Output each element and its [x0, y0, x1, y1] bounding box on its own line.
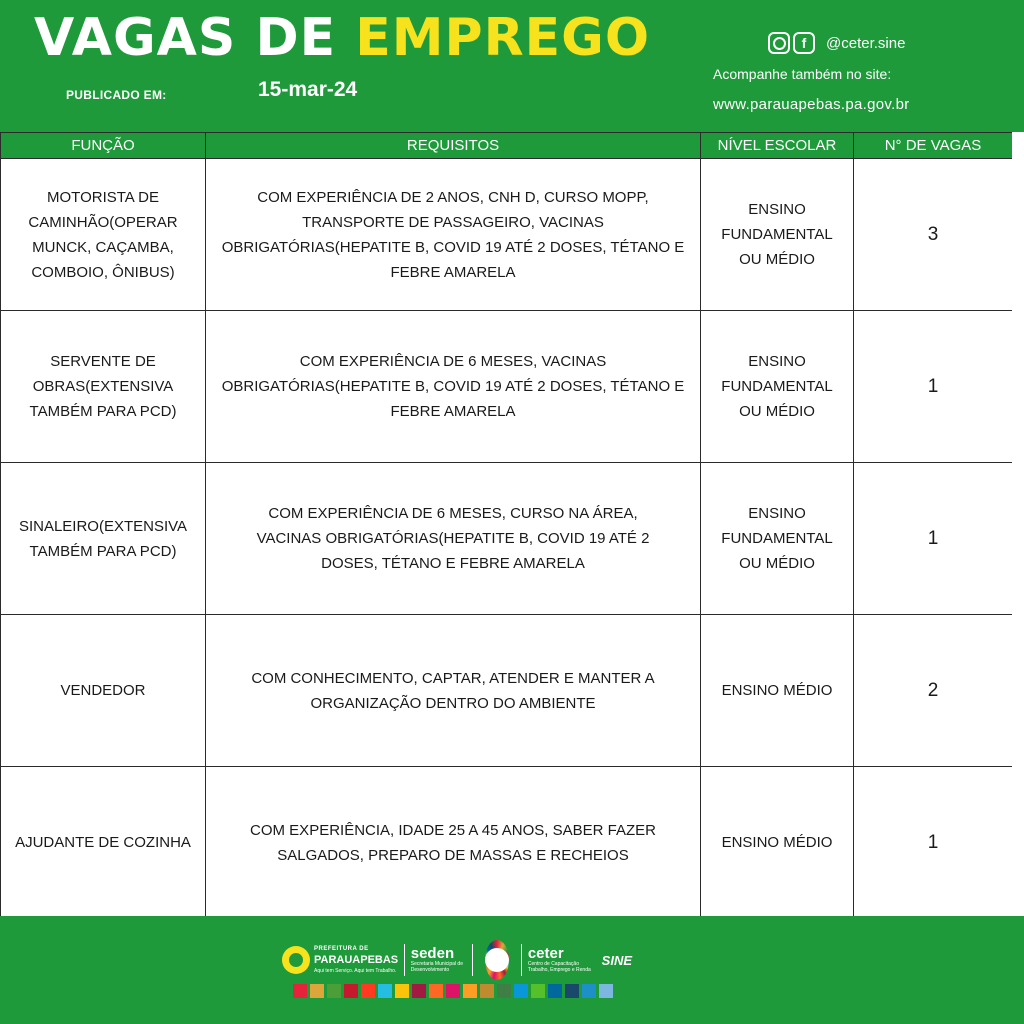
cell-requisitos: COM EXPERIÊNCIA DE 6 MESES, VACINAS OBRIGATÓRIAS(HEPATITE B, COVID 19 ATÉ 2 DOSES, TÉTANO E FEBRE AMARELA	[206, 311, 701, 463]
table-row	[1, 463, 1013, 615]
cell-requisitos: COM EXPERIÊNCIA DE 2 ANOS, CNH D, CURSO MOPP, TRANSPORTE DE PASSAGEIRO, VACINAS OBRIGATÓRIAS(HEPATITE B, COVID 19 ATÉ 2 DOSES, TÉTANO E FEBRE AMARELA	[206, 159, 701, 311]
cell-requisitos: COM EXPERIÊNCIA DE 6 MESES, CURSO NA ÁREA, VACINAS OBRIGATÓRIAS(HEPATITE B, COVID 19 ATÉ 2 DOSES, TÉTANO E FEBRE AMARELA	[206, 463, 701, 615]
cell-vagas: 1	[854, 311, 1013, 463]
social-links	[768, 30, 905, 56]
sdg-goal-icon	[344, 984, 358, 998]
page-title	[34, 8, 650, 68]
published-date: 15-mar-24	[258, 78, 358, 101]
cell-nivel: ENSINO FUNDAMENTAL OU MÉDIO	[701, 463, 854, 615]
sdg-goal-icon	[327, 984, 341, 998]
prefeitura-tagline: Aqui tem Serviço. Aqui tem Trabalho.	[314, 967, 397, 974]
table-row	[1, 767, 1013, 919]
logo-divider	[521, 944, 522, 976]
sdg-icons-row	[293, 984, 613, 1000]
cell-nivel: ENSINO FUNDAMENTAL OU MÉDIO	[701, 159, 854, 311]
cell-funcao: MOTORISTA DE CAMINHÃO(OPERAR MUNCK, CAÇAMBA, COMBOIO, ÔNIBUS)	[1, 159, 206, 311]
prefeitura-small: PREFEITURA DE	[314, 945, 369, 952]
sdg-goal-icon	[446, 984, 460, 998]
cell-nivel: ENSINO MÉDIO	[701, 767, 854, 919]
instagram-icon[interactable]	[768, 32, 790, 54]
sdg-goal-icon	[310, 984, 324, 998]
sdg-goal-icon	[497, 984, 511, 998]
table-row	[1, 311, 1013, 463]
sdg-goal-icon	[463, 984, 477, 998]
desenvolve-ring-icon	[485, 940, 509, 980]
logo-divider	[472, 944, 473, 976]
sdg-goal-icon	[565, 984, 579, 998]
facebook-icon[interactable]: f	[793, 32, 815, 54]
table-row	[1, 615, 1013, 767]
cell-vagas: 1	[854, 767, 1013, 919]
cell-requisitos: COM CONHECIMENTO, CAPTAR, ATENDER E MANTER A ORGANIZAÇÃO DENTRO DO AMBIENTE	[206, 615, 701, 767]
cell-funcao: VENDEDOR	[1, 615, 206, 767]
prefeitura-logo	[282, 944, 398, 977]
column-header-funcao: FUNÇÃO	[1, 133, 206, 159]
seden-name: seden	[410, 945, 455, 962]
column-header-requisitos: REQUISITOS	[206, 133, 701, 159]
prefeitura-name: PARAUAPEBAS	[314, 953, 399, 966]
ceter-logo	[528, 947, 598, 973]
published-label: PUBLICADO EM:	[66, 88, 167, 102]
sdg-goal-icon	[412, 984, 426, 998]
cell-vagas: 2	[854, 615, 1013, 767]
seden-subtitle: Secretaria Municipal de Desenvolvimento	[410, 961, 463, 973]
cell-funcao: SINALEIRO(EXTENSIVA TAMBÉM PARA PCD)	[1, 463, 206, 615]
prefeitura-emblem-icon	[282, 946, 310, 974]
right-margin	[1012, 132, 1024, 916]
column-header-vagas: N° DE VAGAS	[854, 133, 1013, 159]
cell-funcao: AJUDANTE DE COZINHA	[1, 767, 206, 919]
sdg-goal-icon	[582, 984, 596, 998]
header-banner	[0, 0, 1024, 132]
title-part-yellow: EMPREGO	[355, 8, 651, 68]
footer-banner	[0, 916, 1024, 1024]
sdg-goal-icon	[361, 984, 375, 998]
sdg-goal-icon	[548, 984, 562, 998]
sdg-goal-icon	[599, 984, 613, 998]
logo-divider	[404, 944, 405, 976]
follow-text: Acompanhe também no site:	[713, 66, 892, 82]
cell-funcao: SERVENTE DE OBRAS(EXTENSIVA TAMBÉM PARA PCD)	[1, 311, 206, 463]
sdg-goal-icon	[514, 984, 528, 998]
title-part-white: VAGAS DE	[34, 8, 337, 68]
partner-logos	[282, 934, 632, 986]
column-header-nivel: NÍVEL ESCOLAR	[701, 133, 854, 159]
social-handle[interactable]: @ceter.sine	[826, 34, 906, 52]
sdg-goal-icon	[378, 984, 392, 998]
sine-logo: SINE	[601, 952, 632, 968]
seden-logo	[411, 947, 467, 973]
sdg-goal-icon	[480, 984, 494, 998]
table-row	[1, 159, 1013, 311]
table-header-row	[1, 133, 1013, 159]
cell-nivel: ENSINO FUNDAMENTAL OU MÉDIO	[701, 311, 854, 463]
job-table	[0, 132, 1013, 919]
ceter-subtitle: Centro de Capacitação Trabalho, Emprego e Renda	[527, 961, 591, 973]
website-link[interactable]: www.parauapebas.pa.gov.br	[713, 96, 910, 113]
sdg-goal-icon	[531, 984, 545, 998]
sdg-goal-icon	[429, 984, 443, 998]
ceter-name: ceter	[527, 945, 564, 962]
cell-nivel: ENSINO MÉDIO	[701, 615, 854, 767]
sdg-goal-icon	[395, 984, 409, 998]
cell-requisitos: COM EXPERIÊNCIA, IDADE 25 A 45 ANOS, SABER FAZER SALGADOS, PREPARO DE MASSAS E RECHEIOS	[206, 767, 701, 919]
sdg-goal-icon	[293, 984, 307, 998]
cell-vagas: 3	[854, 159, 1013, 311]
cell-vagas: 1	[854, 463, 1013, 615]
